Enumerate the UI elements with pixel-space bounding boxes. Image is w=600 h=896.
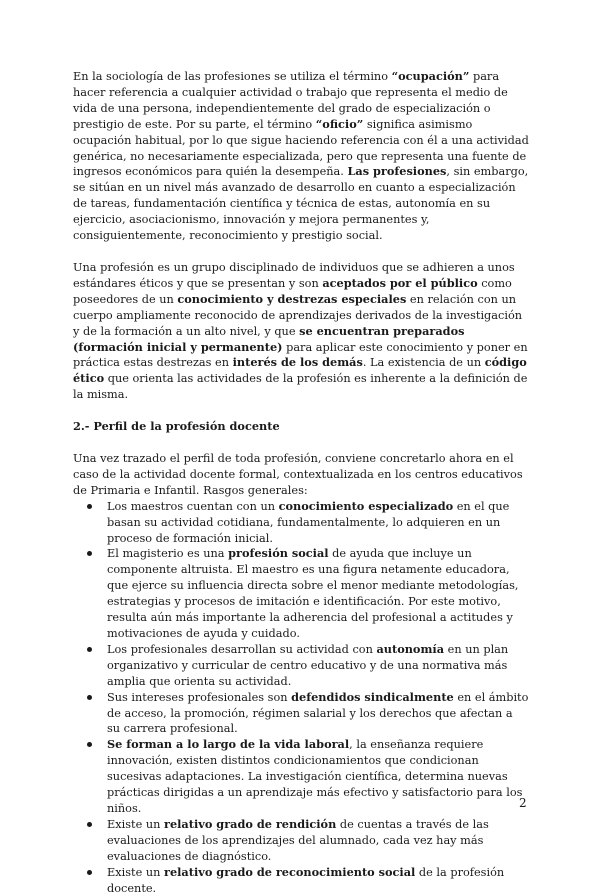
page-number: 2 bbox=[519, 796, 527, 810]
text-run: Existe un bbox=[107, 817, 164, 831]
list-item-text bbox=[107, 738, 522, 815]
paragraph-ocupacion bbox=[73, 69, 529, 244]
text-run: en un plan organizativo y curricular de centro educativo y de una normativa más amplia que orienta su actividad. bbox=[107, 642, 509, 688]
text-run: Los profesionales desarrollan su actividad con bbox=[107, 642, 377, 656]
text-run: , sin embargo, se sitúan en un nivel más avanzado de desarrollo en cuanto a especialización de tareas, fundamentación científica y técnica de estas, autonomía en su ejercicio, asociacionismo, innovación y mejora permanentes y, consiguientemente, reconocimiento y prestigio social. bbox=[73, 165, 529, 243]
text-run: para hacer referencia a cualquier actividad o trabajo que representa el medio de vida de una persona, independientemente del grado de especialización o prestigio de este. Por su parte, el término bbox=[73, 70, 508, 131]
bold-text: código ético bbox=[73, 355, 527, 386]
text-run: en el ámbito de acceso, la promoción, régimen salarial y los derechos que afectan a su carrera profesional. bbox=[107, 690, 529, 736]
bold-text: relativo grado de reconocimiento social bbox=[164, 864, 416, 879]
bullet-icon bbox=[87, 504, 92, 509]
text-run: Existe un bbox=[107, 865, 164, 879]
list-item bbox=[73, 817, 529, 865]
list-item-text bbox=[107, 500, 509, 545]
bold-text: Se forman a lo largo de la vida laboral bbox=[107, 737, 350, 752]
bullet-icon bbox=[87, 822, 92, 827]
text-run: de cuentas a través de las evaluaciones de los aprendizajes del alumnado, cada vez hay más evaluaciones de diagnóstico. bbox=[107, 817, 489, 863]
list-item-text bbox=[107, 547, 518, 640]
bold-text: profesión social bbox=[228, 546, 329, 561]
bullet-icon bbox=[87, 695, 92, 700]
text-run: Los maestros cuentan con un bbox=[107, 499, 279, 513]
list-item bbox=[73, 499, 529, 547]
list-item-text bbox=[107, 866, 504, 895]
bullet-icon bbox=[87, 647, 92, 652]
text-run: de la profesión docente. bbox=[107, 865, 505, 895]
list-item bbox=[73, 690, 529, 738]
traits-list bbox=[73, 499, 529, 896]
bold-text: conocimiento especializado bbox=[278, 498, 454, 513]
bold-text: relativo grado de rendición bbox=[164, 816, 337, 831]
list-item bbox=[73, 642, 529, 690]
bullet-icon bbox=[87, 551, 92, 556]
text-run: El magisterio es una bbox=[107, 547, 229, 561]
bullet-icon bbox=[87, 742, 92, 747]
bold-text: autonomía bbox=[376, 641, 445, 656]
text-run: para aplicar este conocimiento y poner en práctica estas destrezas en bbox=[73, 340, 528, 370]
list-item-text bbox=[107, 818, 489, 863]
bold-text: “ocupación” bbox=[391, 69, 470, 83]
paragraph-profesion-definicion bbox=[73, 260, 529, 403]
list-item bbox=[73, 546, 529, 641]
text-run: Una profesión es un grupo disciplinado de individuos que se adhieren a unos estándares éticos y que se presentan y son bbox=[73, 260, 515, 290]
text-run: de ayuda que incluye un componente altruista. El maestro es una figura netamente educadora, que ejerce su influencia directa sobre el menor mediante metodologías, estrategias y procesos de imitación e identificación. Por este motivo, resulta aún más importante la adherencia del profesional a actitudes y motivaciones de ayuda y cuidado. bbox=[107, 547, 519, 640]
bold-text: se encuentran preparados (formación inicial y permanente) bbox=[73, 323, 465, 354]
list-item bbox=[73, 865, 529, 896]
text-run: Sus intereses profesionales son bbox=[107, 690, 292, 704]
text-run: como poseedores de un bbox=[73, 276, 512, 306]
text-run: en el que basan su actividad cotidiana, fundamentalmente, lo adquieren en un proceso de formación inicial. bbox=[107, 499, 510, 545]
text-run: significa asimismo ocupación habitual, por lo que sigue haciendo referencia con él a una actividad genérica, no necesariamente especializada, pero que representa una fuente de ingresos económicos para quién la desempeña. bbox=[73, 117, 529, 179]
bold-text: defendidos sindicalmente bbox=[291, 689, 454, 704]
bold-text: Las profesiones bbox=[347, 164, 447, 179]
section-intro: Una vez trazado el perfil de toda profesión, conviene concretarlo ahora en el caso de la actividad docente formal, contextualizada en los centros educativos de Primaria e Infantil. Rasgos generales: bbox=[73, 452, 523, 497]
bold-text: interés de los demás bbox=[232, 355, 363, 370]
text-run: en relación con un cuerpo ampliamente reconocido de aprendizajes derivados de la investigación y de la formación a un alto nivel, y que bbox=[73, 292, 523, 338]
list-item-text bbox=[107, 643, 508, 688]
section-title: 2.- Perfil de la profesión docente bbox=[73, 419, 280, 434]
bold-text: “oficio” bbox=[315, 116, 364, 131]
bullet-icon bbox=[87, 870, 92, 875]
list-item-text bbox=[107, 691, 528, 736]
list-item bbox=[73, 737, 529, 817]
bold-text: aceptados por el público bbox=[322, 275, 478, 290]
page-content bbox=[73, 69, 529, 896]
text-run: , la enseñanza requiere innovación, existen distintos condicionamientos que condicionan sucesivas adaptaciones. La investigación científica, determina nuevas prácticas dirigidas a un aprendizaje más efectivo y satisfactorio para los niños. bbox=[107, 738, 523, 815]
text-run: que orienta las actividades de la profesión es inherente a la definición de la misma. bbox=[73, 372, 528, 402]
bold-text: conocimiento y destrezas especiales bbox=[177, 291, 407, 306]
text-run: . La existencia de un bbox=[362, 356, 485, 370]
text-run: En la sociología de las profesiones se utiliza el término bbox=[73, 70, 392, 83]
